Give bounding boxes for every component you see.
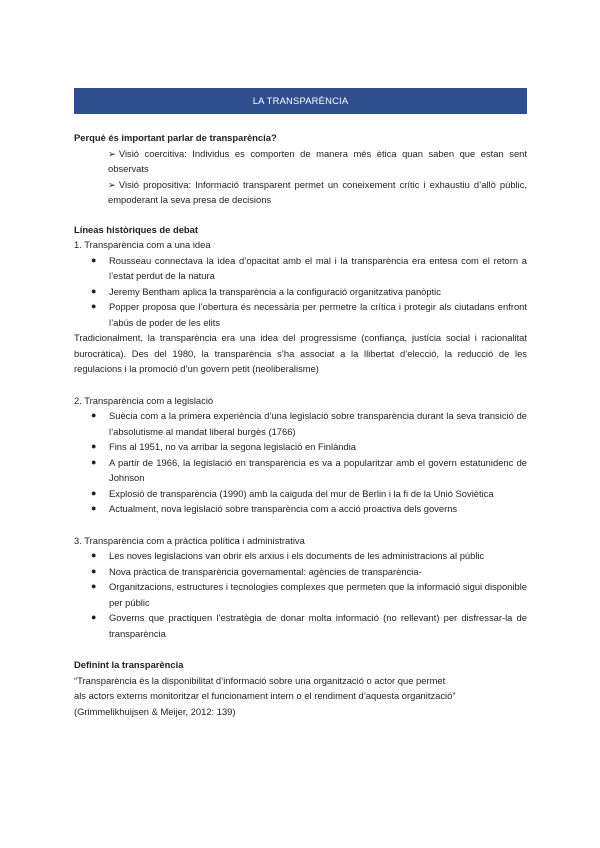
bullet-icon: ● bbox=[91, 410, 97, 420]
bullet-icon: ● bbox=[91, 285, 97, 296]
citation: (Grimmelikhuijsen & Meijer, 2012: 139) bbox=[74, 705, 236, 717]
bullet-icon: ● bbox=[91, 581, 97, 591]
document-page bbox=[74, 88, 527, 719]
bullet-list-practice bbox=[74, 548, 527, 641]
bullet-icon: ● bbox=[91, 487, 97, 498]
list-item: ➢ Visió coercitiva: Individus es comporten de manera més ètica quan saben que estan sent observats bbox=[108, 147, 527, 174]
bullet-icon: ● bbox=[91, 503, 97, 513]
subsection-title-practice: 3. Transparència com a pràctica política i administrativa bbox=[74, 534, 305, 546]
bullet-list-idea bbox=[74, 253, 527, 331]
arrow-bullet-icon: ➢ bbox=[108, 178, 116, 190]
bullet-icon: ● bbox=[91, 456, 97, 467]
bullet-icon: ● bbox=[91, 441, 97, 451]
list-item: ● Rousseau connectava la idea d’opacitat amb el mal i la transparència era entesa com el retorn a l’estat perdut de la natura bbox=[91, 254, 527, 281]
list-item: ● Organitzacions, estructures i tecnologies complexes que permeten que la informació sigui disponible per públic bbox=[91, 581, 527, 608]
list-item: ➢ Visió propositiva: Informació transparent permet un coneixement crític i exhaustiu d’allò públic, empoderant la seva presa de decisions bbox=[108, 178, 527, 205]
quote-line: “Transparència és la disponibilitat d’informació sobre una organització o actor que permet bbox=[74, 674, 446, 686]
bullet-icon: ● bbox=[91, 565, 97, 576]
page-title: LA TRANSPARÈNCIA bbox=[252, 95, 349, 106]
bullet-icon: ● bbox=[91, 612, 97, 622]
bullet-icon: ● bbox=[91, 301, 97, 311]
quote-line: als actors externs monitoritzar el funcionament intern o el rendiment d’aquesta organització” bbox=[74, 690, 456, 701]
section-heading-definition: Definint la transparència bbox=[74, 659, 184, 670]
list-item: ● Governs que practiquen l’estratègia de donar molta informació (no rellevant) per disfressar-la de transparència bbox=[91, 612, 527, 639]
list-item: ● Fins al 1951, no va arribar la segona legislació en Finlàndia bbox=[109, 439, 527, 455]
list-item: ● Actualment, nova legislació sobre transparència com a acció proactiva dels governs bbox=[109, 501, 527, 517]
section-heading-why: Perquè és important parlar de transparència? bbox=[74, 132, 277, 143]
arrow-bullet-icon: ➢ bbox=[108, 147, 116, 159]
subsection-title-legislation: 2. Transparència com a legislació bbox=[74, 394, 214, 406]
list-item: ● Suècia com a la primera experiència d’una legislació sobre transparència durant la seva transició de l’absolutisme al mandat liberal burgès (1766) bbox=[91, 410, 527, 437]
list-item: ● A partir de 1966, la legislació en transparència es va a popularitzar amb el govern estatunidenc de Johnson bbox=[91, 456, 527, 483]
section-heading-history: Líneas històriques de debat bbox=[74, 223, 198, 235]
bullet-list-legislation bbox=[74, 408, 527, 517]
paragraph-tradition: Tradicionalment, la transparència era una idea del progressisme (confiança, justícia social i racionalitat burocràtica). Des del 1980, la transparència s’ha associat a la llibertat d’elecció, la reducció de les regulacions i la promoció d’un govern petit (neoliberalisme) bbox=[74, 332, 527, 374]
bullet-icon: ● bbox=[91, 550, 97, 560]
title-bar bbox=[74, 88, 527, 114]
list-item: ● Nova pràctica de transparència governamental: agències de transparència- bbox=[109, 564, 527, 580]
list-item: ● Popper proposa que l’obertura és necessària per permetre la crítica i protegir als ciutadans enfront l’abús de poder de les elits bbox=[91, 301, 527, 328]
list-item: ● Jeremy Bentham aplica la transparència a la configuració organitzativa panòptic bbox=[109, 284, 527, 300]
subsection-title-idea: 1. Transparència com a una idea bbox=[74, 239, 211, 250]
bullet-icon: ● bbox=[91, 254, 97, 265]
list-item: ● Les noves legislacions van obrir els arxius i els documents de les administracions al públic bbox=[109, 548, 527, 564]
list-item: ● Explosió de transparència (1990) amb la caiguda del mur de Berlin i la fi de la Unió Soviètica bbox=[109, 486, 527, 502]
arrow-list bbox=[108, 146, 527, 208]
